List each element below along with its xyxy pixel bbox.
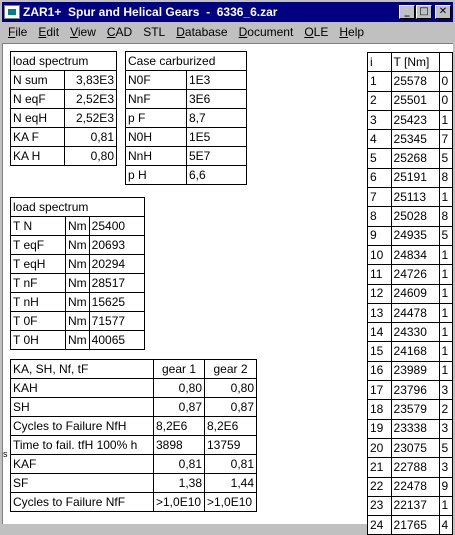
row-torque[interactable]: 23338 xyxy=(391,419,439,438)
table-row xyxy=(126,71,247,90)
table-row xyxy=(11,236,145,255)
table-row xyxy=(126,128,247,147)
row-extra[interactable]: 5 xyxy=(439,438,453,457)
table-row xyxy=(11,147,117,166)
gear2-header: gear 2 xyxy=(205,360,257,379)
row-value[interactable]: 3,83E3 xyxy=(65,71,117,90)
row-extra[interactable]: 3 xyxy=(439,458,453,477)
table-row[interactable] xyxy=(368,496,453,515)
table-row xyxy=(11,417,257,436)
table-row[interactable] xyxy=(368,72,453,91)
row-value[interactable]: 0,80 xyxy=(65,147,117,166)
row-unit: Nm xyxy=(66,293,90,312)
menu-item[interactable] xyxy=(239,25,294,39)
row-torque[interactable]: 24834 xyxy=(391,245,439,264)
row-unit: Nm xyxy=(66,217,90,236)
close-button[interactable]: ✕ xyxy=(435,5,451,19)
gear1-value[interactable]: 1,38 xyxy=(154,474,205,493)
row-index: 7 xyxy=(368,188,392,207)
gear1-value[interactable]: 0,81 xyxy=(154,455,205,474)
row-value[interactable]: 3E6 xyxy=(187,90,247,109)
table-row[interactable] xyxy=(368,110,453,129)
row-value[interactable]: 0,81 xyxy=(65,128,117,147)
menu-label: atabase xyxy=(184,24,228,39)
row-extra[interactable]: 1 xyxy=(439,342,453,361)
row-torque[interactable]: 24609 xyxy=(391,284,439,303)
gear1-value[interactable]: >1,0E10 xyxy=(154,493,205,512)
table-row[interactable] xyxy=(368,381,453,400)
row-index: 15 xyxy=(368,342,392,361)
row-extra[interactable]: 3 xyxy=(439,381,453,400)
row-extra[interactable]: 1 xyxy=(439,245,453,264)
menu-label: ile xyxy=(15,24,28,39)
gear1-value[interactable]: 0,87 xyxy=(154,398,205,417)
row-extra[interactable]: 5 xyxy=(439,149,453,168)
row-value[interactable]: 28517 xyxy=(89,274,144,293)
row-index: 16 xyxy=(368,361,392,380)
table-row[interactable] xyxy=(368,323,453,342)
row-torque[interactable]: 22478 xyxy=(391,477,439,496)
gear1-header: gear 1 xyxy=(154,360,205,379)
table-row xyxy=(11,217,145,236)
row-index: 6 xyxy=(368,168,392,187)
maximize-button[interactable]: □ xyxy=(416,5,432,19)
row-unit: Nm xyxy=(66,331,90,350)
row-extra[interactable]: 8 xyxy=(439,207,453,226)
table-row xyxy=(11,274,145,293)
table-title: load spectrum xyxy=(11,52,117,71)
row-extra[interactable]: 1 xyxy=(439,188,453,207)
gear2-value[interactable]: 0,80 xyxy=(205,379,257,398)
gear2-value[interactable]: 8,2E6 xyxy=(205,417,257,436)
table-row xyxy=(11,493,257,512)
row-index: 23 xyxy=(368,496,392,515)
row-index: 19 xyxy=(368,419,392,438)
title-bar[interactable] xyxy=(2,2,453,22)
table-row xyxy=(126,109,247,128)
row-extra[interactable]: 1 xyxy=(439,265,453,284)
row-label: Cycles to Failure NfF xyxy=(11,493,154,512)
row-extra[interactable]: 1 xyxy=(439,110,453,129)
table-row xyxy=(11,436,257,455)
row-index: 2 xyxy=(368,91,392,110)
row-torque[interactable]: 25501 xyxy=(391,91,439,110)
row-label: N eqF xyxy=(11,90,65,109)
row-index: 14 xyxy=(368,323,392,342)
gear2-value[interactable]: 1,44 xyxy=(205,474,257,493)
row-index: 3 xyxy=(368,110,392,129)
row-extra[interactable]: 1 xyxy=(439,303,453,322)
table-row xyxy=(126,90,247,109)
table-row xyxy=(11,379,257,398)
row-index: 8 xyxy=(368,207,392,226)
table-row xyxy=(11,293,145,312)
table-row[interactable] xyxy=(368,400,453,419)
gear2-value[interactable]: 0,87 xyxy=(205,398,257,417)
row-index: 12 xyxy=(368,284,392,303)
row-index: 13 xyxy=(368,303,392,322)
table-row[interactable] xyxy=(368,188,453,207)
row-torque[interactable]: 25345 xyxy=(391,130,439,149)
table-row xyxy=(11,331,145,350)
row-index: 21 xyxy=(368,458,392,477)
row-extra[interactable]: 1 xyxy=(439,284,453,303)
menu-accelerator: D xyxy=(238,24,248,39)
row-label: SH xyxy=(11,398,154,417)
row-value[interactable]: 5E7 xyxy=(187,147,247,166)
gear1-value[interactable]: 3898 xyxy=(154,436,205,455)
column-header-i: i xyxy=(368,53,392,72)
gear2-value[interactable]: 0,81 xyxy=(205,455,257,474)
menu-item[interactable] xyxy=(38,25,59,39)
table-row xyxy=(11,71,117,90)
table-title: load spectrum xyxy=(11,198,145,217)
row-index: 20 xyxy=(368,438,392,457)
column-header-extra xyxy=(439,53,453,72)
row-label: N sum xyxy=(11,71,65,90)
table-row xyxy=(126,166,247,185)
table-row[interactable] xyxy=(368,361,453,380)
row-label: Time to fail. tfH 100% h xyxy=(11,436,154,455)
case-carburized-table xyxy=(125,51,247,185)
table-row xyxy=(11,255,145,274)
table-row xyxy=(11,455,257,474)
menu-accelerator: H xyxy=(339,24,349,39)
row-label: SF xyxy=(11,474,154,493)
gear2-value[interactable]: 13759 xyxy=(205,436,257,455)
row-index: 17 xyxy=(368,381,392,400)
table-row xyxy=(11,128,117,147)
menu-label: dit xyxy=(46,24,60,39)
table-row[interactable] xyxy=(368,226,453,245)
row-label: T eqH xyxy=(11,255,66,274)
minimize-button[interactable]: _ xyxy=(399,5,415,19)
row-torque[interactable]: 24478 xyxy=(391,303,439,322)
row-label: p F xyxy=(126,109,187,128)
menu-accelerator: D xyxy=(176,24,185,39)
row-label: NnF xyxy=(126,90,187,109)
row-index: 1 xyxy=(368,72,392,91)
row-torque[interactable]: 25268 xyxy=(391,149,439,168)
row-torque[interactable]: 25191 xyxy=(391,168,439,187)
table-row[interactable] xyxy=(368,303,453,322)
menu-bar xyxy=(2,22,453,41)
row-label: p H xyxy=(126,166,187,185)
row-torque[interactable]: 25578 xyxy=(391,72,439,91)
app-icon[interactable] xyxy=(4,5,20,19)
gear1-value[interactable]: 8,2E6 xyxy=(154,417,205,436)
row-value[interactable]: 1E5 xyxy=(187,128,247,147)
table-row xyxy=(11,90,117,109)
row-torque[interactable]: 22137 xyxy=(391,496,439,515)
table-title: KA, SH, Nf, tF xyxy=(11,360,154,379)
menu-accelerator: E xyxy=(38,24,47,39)
row-torque[interactable]: 25113 xyxy=(391,188,439,207)
row-torque[interactable]: 24726 xyxy=(391,265,439,284)
row-extra[interactable]: 0 xyxy=(439,91,453,110)
row-extra[interactable]: 7 xyxy=(439,130,453,149)
row-value[interactable]: 2,52E3 xyxy=(65,109,117,128)
table-title: Case carburized xyxy=(126,52,247,71)
row-index: 24 xyxy=(368,516,392,535)
gear1-value[interactable]: 0,80 xyxy=(154,379,205,398)
torque-list-table[interactable] xyxy=(367,52,453,535)
main-panel xyxy=(2,43,453,532)
row-value[interactable]: 2,52E3 xyxy=(65,90,117,109)
table-row xyxy=(11,109,117,128)
row-index: 22 xyxy=(368,477,392,496)
row-extra[interactable]: 4 xyxy=(439,516,453,535)
row-extra[interactable]: 3 xyxy=(439,419,453,438)
row-label: T 0H xyxy=(11,331,66,350)
table-row[interactable] xyxy=(368,477,453,496)
table-row[interactable] xyxy=(368,245,453,264)
menu-label: iew xyxy=(77,24,96,39)
menu-item[interactable] xyxy=(339,25,364,39)
load-spectrum-table xyxy=(10,51,117,166)
table-row xyxy=(11,312,145,331)
row-label: T eqF xyxy=(11,236,66,255)
menu-accelerator: O xyxy=(304,24,314,39)
table-row[interactable] xyxy=(368,91,453,110)
row-label: KAH xyxy=(11,379,154,398)
row-value[interactable]: 71577 xyxy=(89,312,144,331)
row-unit: Nm xyxy=(66,255,90,274)
table-row[interactable] xyxy=(368,168,453,187)
row-label: N eqH xyxy=(11,109,65,128)
row-label: Cycles to Failure NfH xyxy=(11,417,154,436)
row-torque[interactable]: 23989 xyxy=(391,361,439,380)
row-unit: Nm xyxy=(66,274,90,293)
row-torque[interactable]: 24330 xyxy=(391,323,439,342)
row-extra[interactable]: 8 xyxy=(439,168,453,187)
row-label: N0H xyxy=(126,128,187,147)
row-value[interactable]: 20294 xyxy=(89,255,144,274)
menu-item[interactable] xyxy=(107,25,132,39)
row-label: KAF xyxy=(11,455,154,474)
row-extra[interactable]: 9 xyxy=(439,477,453,496)
menu-label: AD xyxy=(115,24,133,39)
row-label: T 0F xyxy=(11,312,66,331)
menu-label: ocument xyxy=(247,24,294,39)
column-header-torque: T [Nm] xyxy=(391,53,439,72)
row-index: 9 xyxy=(368,226,392,245)
row-index: 18 xyxy=(368,400,392,419)
row-label: KA F xyxy=(11,128,65,147)
row-extra[interactable]: 1 xyxy=(439,323,453,342)
row-unit: Nm xyxy=(66,312,90,331)
row-label: T N xyxy=(11,217,66,236)
row-torque[interactable]: 23796 xyxy=(391,381,439,400)
row-torque[interactable]: 23075 xyxy=(391,438,439,457)
table-row xyxy=(11,398,257,417)
row-value[interactable]: 20693 xyxy=(89,236,144,255)
row-value[interactable]: 40065 xyxy=(89,331,144,350)
row-extra[interactable]: 1 xyxy=(439,496,453,515)
row-label: T nF xyxy=(11,274,66,293)
row-extra[interactable]: 1 xyxy=(439,361,453,380)
row-torque[interactable]: 22788 xyxy=(391,458,439,477)
row-label: T nH xyxy=(11,293,66,312)
menu-item[interactable] xyxy=(70,25,96,39)
menu-item[interactable] xyxy=(143,25,165,39)
gear2-value[interactable]: >1,0E10 xyxy=(205,493,257,512)
menu-item[interactable] xyxy=(304,25,328,39)
table-row[interactable] xyxy=(368,207,453,226)
row-label: KA H xyxy=(11,147,65,166)
row-label: N0F xyxy=(126,71,187,90)
row-extra[interactable]: 0 xyxy=(439,72,453,91)
window-title: ZAR1+ Spur and Helical Gears - 6336_6.zar xyxy=(23,5,278,19)
menu-accelerator: V xyxy=(70,24,78,39)
torque-spectrum-table xyxy=(10,197,145,350)
table-row[interactable] xyxy=(368,265,453,284)
menu-item[interactable] xyxy=(176,25,227,39)
table-row xyxy=(126,147,247,166)
menu-accelerator: C xyxy=(106,24,116,39)
row-value[interactable]: 1E3 xyxy=(187,71,247,90)
row-extra[interactable]: 2 xyxy=(439,400,453,419)
row-value[interactable]: 25400 xyxy=(89,217,144,236)
table-row[interactable] xyxy=(368,284,453,303)
row-label: NnH xyxy=(126,147,187,166)
menu-label: LE xyxy=(313,24,329,39)
row-index: 10 xyxy=(368,245,392,264)
menu-item[interactable] xyxy=(8,25,27,39)
side-mark: s xyxy=(3,449,8,459)
row-index: 11 xyxy=(368,265,392,284)
menu-label: STL xyxy=(143,24,166,39)
menu-accelerator: F xyxy=(8,24,16,39)
row-torque[interactable]: 23579 xyxy=(391,400,439,419)
row-torque[interactable]: 25423 xyxy=(391,110,439,129)
table-row[interactable] xyxy=(368,149,453,168)
row-index: 5 xyxy=(368,149,392,168)
row-value[interactable]: 8,7 xyxy=(187,109,247,128)
row-torque[interactable]: 24168 xyxy=(391,342,439,361)
table-row[interactable] xyxy=(368,419,453,438)
row-torque[interactable]: 21765 xyxy=(391,516,439,535)
table-row[interactable] xyxy=(368,516,453,535)
table-row xyxy=(11,474,257,493)
gear-factors-table xyxy=(10,359,257,512)
table-row[interactable] xyxy=(368,342,453,361)
table-row[interactable] xyxy=(368,458,453,477)
row-torque[interactable]: 25028 xyxy=(391,207,439,226)
row-value[interactable]: 15625 xyxy=(89,293,144,312)
menu-label: elp xyxy=(348,24,365,39)
row-torque[interactable]: 24935 xyxy=(391,226,439,245)
row-unit: Nm xyxy=(66,236,90,255)
row-index: 4 xyxy=(368,130,392,149)
table-row[interactable] xyxy=(368,438,453,457)
row-extra[interactable]: 5 xyxy=(439,226,453,245)
table-row[interactable] xyxy=(368,130,453,149)
row-value[interactable]: 6,6 xyxy=(187,166,247,185)
